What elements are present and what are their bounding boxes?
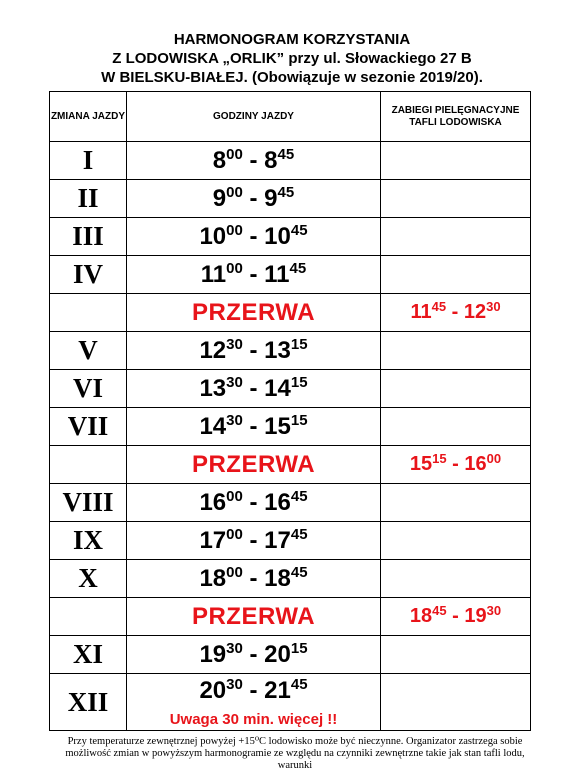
shift-hours: $17^{00} - 17^{45}$	[199, 525, 308, 554]
shift-hours-cell	[127, 674, 381, 731]
schedule-row	[50, 256, 531, 294]
schedule-row	[50, 408, 531, 446]
title-line-2: Z LODOWISKA „ORLIK” przy ul. Słowackiego 27 B	[112, 50, 472, 67]
time-minutes: 45	[289, 259, 307, 277]
shift-hours: $14^{30} - 15^{15}$	[199, 411, 308, 440]
time-minutes: 00	[486, 451, 502, 466]
shift-hours: $11^{00} - 11^{45}$	[200, 259, 307, 288]
schedule-row	[50, 180, 531, 218]
shift-label: VII	[67, 411, 109, 441]
time-minutes: 15	[290, 411, 308, 429]
time-minutes: 00	[226, 525, 243, 543]
time-minutes: 15	[432, 451, 447, 466]
time-minutes: 00	[226, 487, 243, 505]
maintenance-cell	[381, 256, 531, 294]
shift-label-cell	[50, 370, 127, 408]
time-minutes: 45	[277, 183, 295, 201]
time-minutes: 00	[226, 145, 243, 163]
table-header-row	[50, 92, 531, 142]
maintenance-time: $15^{15} - 16^{00}$	[409, 451, 502, 475]
shift-label: VI	[72, 373, 103, 403]
shift-label-cell	[50, 142, 127, 180]
schedule-row	[50, 332, 531, 370]
shift-label-cell	[50, 256, 127, 294]
time-minutes: 30	[226, 411, 243, 429]
maintenance-cell	[381, 522, 531, 560]
break-row	[50, 446, 531, 484]
break-time-cell	[381, 598, 531, 636]
time-minutes: 15	[290, 639, 308, 657]
break-label: PRZERWA	[191, 298, 316, 326]
break-empty-cell	[50, 294, 127, 332]
shift-label: VIII	[62, 487, 114, 517]
footer-note	[50, 736, 540, 772]
maintenance-cell	[381, 408, 531, 446]
time-minutes: 00	[226, 259, 243, 277]
maintenance-cell	[381, 370, 531, 408]
time-minutes: 30	[226, 373, 243, 391]
shift-hours: $9^{00} - 9^{45}$	[212, 183, 295, 212]
shift-label: XII	[67, 686, 109, 717]
shift-hours-cell	[127, 256, 381, 294]
time-minutes: 45	[290, 563, 308, 581]
shift-label: III	[72, 221, 104, 251]
shift-hours-cell	[127, 370, 381, 408]
time-minutes: 30	[226, 639, 243, 657]
break-label: PRZERWA	[191, 602, 316, 630]
shift-hours: $12^{30} - 13^{15}$	[199, 335, 308, 364]
shift-label-cell	[50, 484, 127, 522]
maintenance-cell	[381, 218, 531, 256]
shift-hours: $16^{00} - 16^{45}$	[199, 487, 308, 516]
title-line-1: HARMONOGRAM KORZYSTANIA	[173, 31, 411, 48]
maintenance-cell	[381, 180, 531, 218]
schedule-row	[50, 636, 531, 674]
header-hours: GODZINY JAZDY	[127, 92, 381, 142]
maintenance-time: $11^{45} - 12^{30}$	[410, 299, 501, 323]
shift-hours-cell	[127, 332, 381, 370]
break-row	[50, 598, 531, 636]
shift-label: XI	[72, 639, 103, 669]
maintenance-time: $18^{45} - 19^{30}$	[409, 603, 502, 627]
maintenance-cell	[381, 674, 531, 731]
footer-line-1: Przy temperaturze zewnętrznej powyżej +15⁰C lodowisko może być nieczynne. Organizator zastrzega sobie	[67, 736, 523, 747]
shift-hours: $8^{00} - 8^{45}$	[212, 145, 295, 174]
time-minutes: 45	[290, 487, 308, 505]
shift-hours: $13^{30} - 14^{15}$	[199, 373, 308, 402]
break-time-cell	[381, 446, 531, 484]
maintenance-cell	[381, 332, 531, 370]
time-minutes: 45	[290, 525, 308, 543]
shift-label: II	[77, 183, 99, 213]
shift-label-cell	[50, 332, 127, 370]
header-maintenance: ZABIEGI PIELĘGNACYJNE TAFLI LODOWISKA	[381, 92, 531, 142]
shift-hours-cell	[127, 408, 381, 446]
time-minutes: 30	[226, 335, 243, 353]
shift-hours-cell	[127, 522, 381, 560]
shift-label: X	[78, 563, 98, 593]
shift-label-cell	[50, 674, 127, 731]
schedule-row	[50, 484, 531, 522]
maintenance-cell	[381, 560, 531, 598]
time-minutes: 30	[486, 299, 501, 314]
time-minutes: 45	[290, 221, 308, 239]
shift-hours: $19^{30} - 20^{15}$	[199, 639, 308, 668]
time-minutes: 30	[486, 603, 502, 618]
shift-hours: $10^{00} - 10^{45}$	[199, 221, 308, 250]
break-time-cell	[381, 294, 531, 332]
header-shift: ZMIANA JAZDY	[50, 92, 127, 142]
footer-line-2: możliwość zmian w powyższym harmonogramie ze względu na czynniki zewnętrzne takie jak stan tafli lodu, warunki	[65, 748, 525, 771]
shift-hours-cell	[127, 484, 381, 522]
shift-label: I	[82, 145, 94, 175]
break-label-cell	[127, 294, 381, 332]
shift-hours-cell	[127, 218, 381, 256]
break-label: PRZERWA	[191, 450, 316, 478]
shift-label-cell	[50, 560, 127, 598]
shift-label-cell	[50, 180, 127, 218]
extra-time-note: Uwaga 30 min. więcej !!	[169, 710, 338, 728]
schedule-row	[50, 674, 531, 731]
maintenance-cell	[381, 142, 531, 180]
time-minutes: 45	[277, 145, 295, 163]
schedule-row	[50, 560, 531, 598]
shift-hours-cell	[127, 180, 381, 218]
schedule-row	[50, 218, 531, 256]
time-minutes: 00	[226, 563, 243, 581]
time-minutes: 30	[226, 675, 243, 693]
shift-label: IX	[72, 525, 103, 555]
title-line-3: W BIELSKU-BIAŁEJ. (Obowiązuje w sezonie 2019/20).	[101, 69, 483, 86]
time-minutes: 45	[431, 299, 447, 314]
shift-label-cell	[50, 218, 127, 256]
time-minutes: 00	[226, 183, 243, 201]
shift-label: V	[78, 335, 98, 365]
shift-label: IV	[72, 259, 103, 289]
schedule-row	[50, 522, 531, 560]
schedule-row	[50, 142, 531, 180]
maintenance-cell	[381, 636, 531, 674]
shift-hours-cell	[127, 636, 381, 674]
break-empty-cell	[50, 446, 127, 484]
break-empty-cell	[50, 598, 127, 636]
time-minutes: 00	[226, 221, 243, 239]
shift-hours: $18^{00} - 18^{45}$	[199, 563, 308, 592]
break-row	[50, 294, 531, 332]
schedule-table	[49, 91, 531, 731]
break-label-cell	[127, 598, 381, 636]
time-minutes: 15	[290, 373, 308, 391]
schedule-row	[50, 370, 531, 408]
shift-hours: $20^{30} - 21^{45}$	[199, 675, 308, 704]
shift-hours-cell	[127, 142, 381, 180]
time-minutes: 45	[432, 603, 447, 618]
shift-label-cell	[50, 522, 127, 560]
shift-label-cell	[50, 636, 127, 674]
maintenance-cell	[381, 484, 531, 522]
shift-hours-cell	[127, 560, 381, 598]
break-label-cell	[127, 446, 381, 484]
time-minutes: 45	[290, 675, 308, 693]
shift-label-cell	[50, 408, 127, 446]
time-minutes: 15	[290, 335, 308, 353]
